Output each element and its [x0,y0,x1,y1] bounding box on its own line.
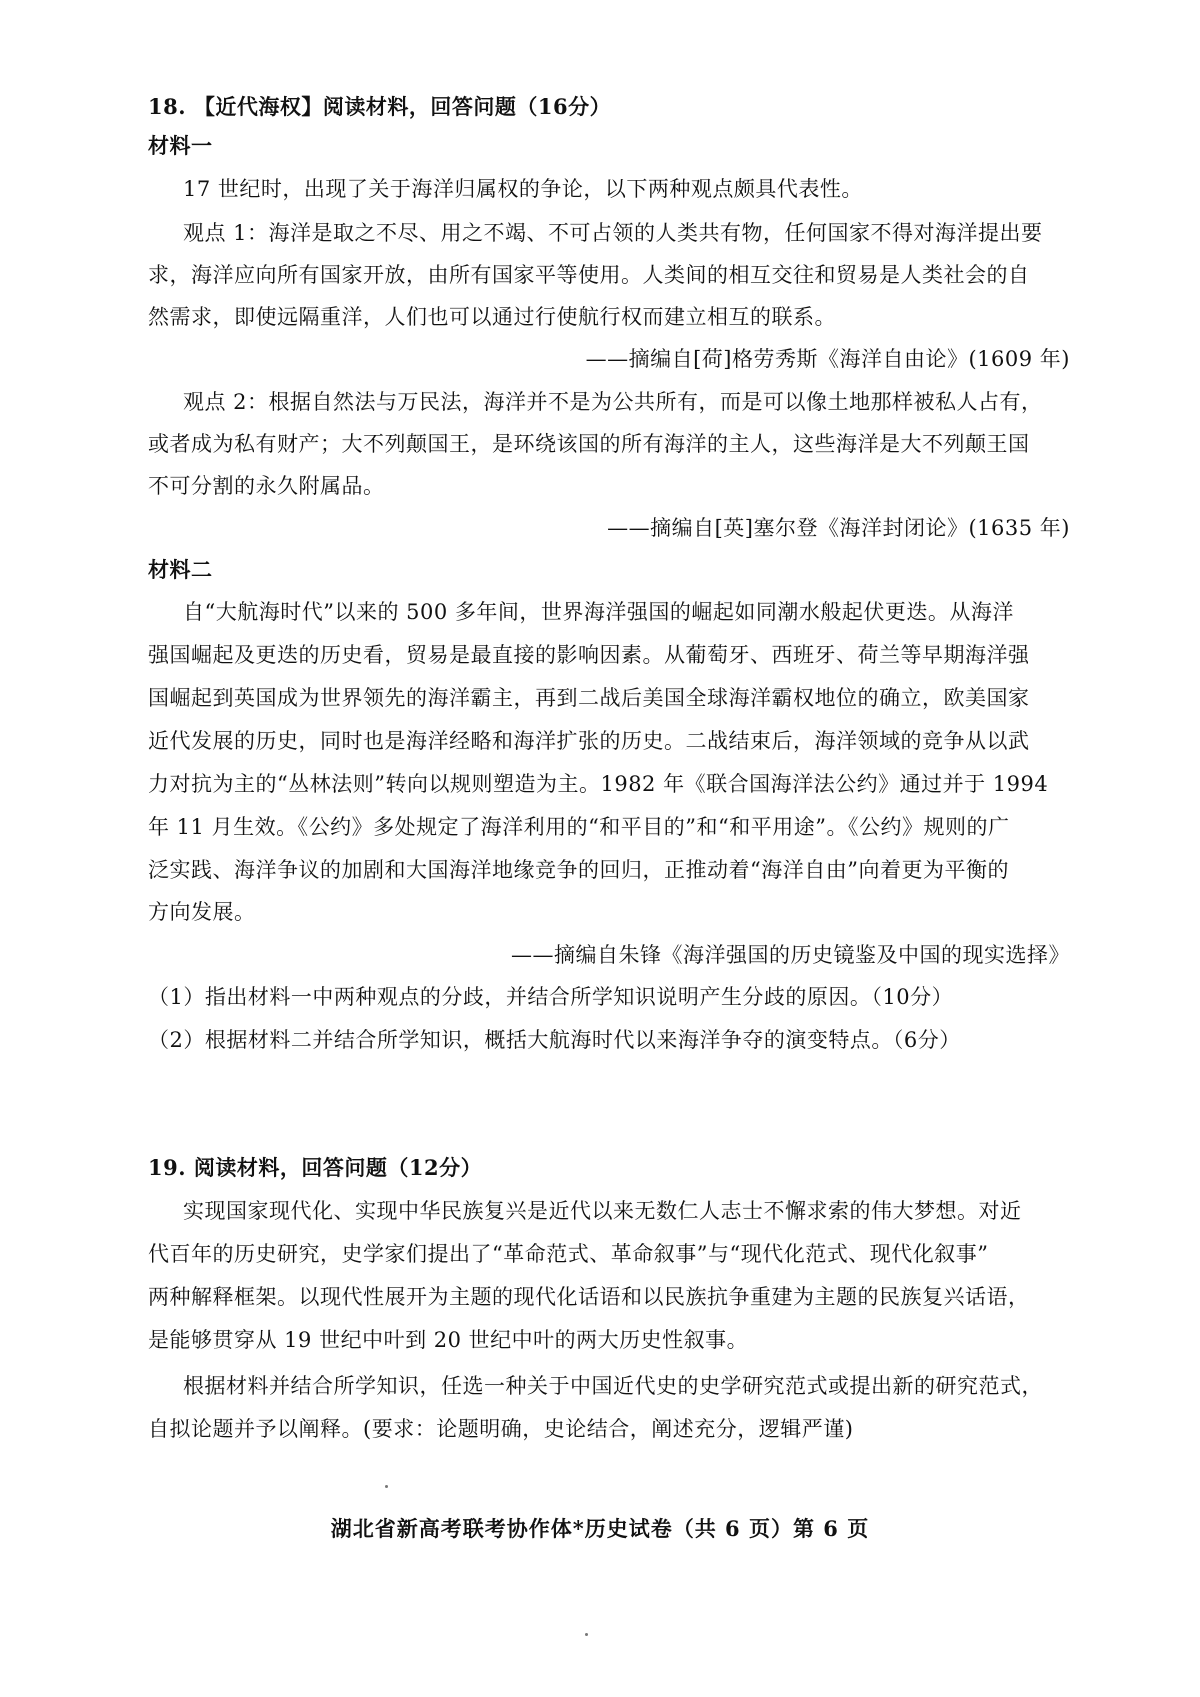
q18-question-1: （1）指出材料一中两种观点的分歧，并结合所学知识说明产生分歧的原因。（10分） [148,985,954,1009]
scan-speck [585,1633,588,1636]
q19-line-4: 根据材料并结合所学知识，任选一种关于中国近代史的史学研究范式或提出新的研究范式， [183,1374,1043,1398]
m2-line-4: 力对抗为主的“丛林法则”转向以规则塑造为主。1982 年《联合国海洋法公约》通过并于 1994 [148,772,1049,796]
q18-title: 18. 【近代海权】阅读材料，回答问题（16分） [148,94,612,119]
m1-line-6: 或者成为私有财产；大不列颠国王，是环绕该国的所有海洋的主人，这些海洋是大不列颠王国 [148,432,1030,456]
q19-line-0: 实现国家现代化、实现中华民族复兴是近代以来无数仁人志士不懈求索的伟大梦想。对近 [183,1199,1022,1223]
m2-line-0: 自“大航海时代”以来的 500 多年间，世界海洋强国的崛起如同潮水般起伏更迭。从海洋 [183,600,1014,624]
q19-line-5: 自拟论题并予以阐释。(要求：论题明确，史论结合，阐述充分，逻辑严谨) [148,1417,854,1441]
m2-line-6: 泛实践、海洋争议的加剧和大国海洋地缘竞争的回归，正推动着“海洋自由”向着更为平衡的 [148,858,1009,882]
m1-source-2: ——摘编自[英]塞尔登《海洋封闭论》(1635 年) [607,516,1070,540]
q19-title: 19. 阅读材料，回答问题（12分） [148,1155,483,1180]
m1-line-3: 然需求，即使远隔重洋，人们也可以通过行使航行权而建立相互的联系。 [148,305,836,329]
m1-source-1: ——摘编自[荷]格劳秀斯《海洋自由论》(1609 年) [585,347,1070,371]
m2-line-1: 强国崛起及更迭的历史看，贸易是最直接的影响因素。从葡萄牙、西班牙、荷兰等早期海洋强 [148,643,1030,667]
m2-line-2: 国崛起到英国成为世界领先的海洋霸主，再到二战后美国全球海洋霸权地位的确立，欧美国家 [148,686,1030,710]
m1-line-7: 不可分割的永久附属品。 [148,474,385,498]
q19-line-2: 两种解释框架。以现代性展开为主题的现代化话语和以民族抗争重建为主题的民族复兴话语， [148,1285,1030,1309]
m2-line-7: 方向发展。 [148,900,256,924]
page-footer: 湖北省新高考联考协作体*历史试卷（共 6 页）第 6 页 [330,1516,870,1541]
material-1-label: 材料一 [148,133,213,158]
m2-line-3: 近代发展的历史，同时也是海洋经略和海洋扩张的历史。二战结束后，海洋领域的竞争从以武 [148,729,1030,753]
q19-line-3: 是能够贯穿从 19 世纪中叶到 20 世纪中叶的两大历史性叙事。 [148,1328,749,1352]
m2-source: ——摘编自朱锋《海洋强国的历史镜鉴及中国的现实选择》 [511,943,1070,967]
m1-line-1: 观点 1：海洋是取之不尽、用之不竭、不可占领的人类共有物，任何国家不得对海洋提出要 [183,221,1043,245]
m1-line-5: 观点 2：根据自然法与万民法，海洋并不是为公共所有，而是可以像土地那样被私人占有， [183,390,1043,414]
material-2-label: 材料二 [148,557,213,582]
q18-question-2: （2）根据材料二并结合所学知识，概括大航海时代以来海洋争夺的演变特点。（6分） [148,1028,961,1052]
m1-line-2: 求，海洋应向所有国家开放，由所有国家平等使用。人类间的相互交往和贸易是人类社会的自 [148,263,1030,287]
m1-line-0: 17 世纪时，出现了关于海洋归属权的争论，以下两种观点颇具代表性。 [183,177,863,201]
scan-speck [385,1485,388,1488]
q19-line-1: 代百年的历史研究，史学家们提出了“革命范式、革命叙事”与“现代化范式、现代化叙事” [148,1242,989,1266]
m2-line-5: 年 11 月生效。《公约》多处规定了海洋利用的“和平目的”和“和平用途”。《公约》规则的广 [148,815,1010,839]
